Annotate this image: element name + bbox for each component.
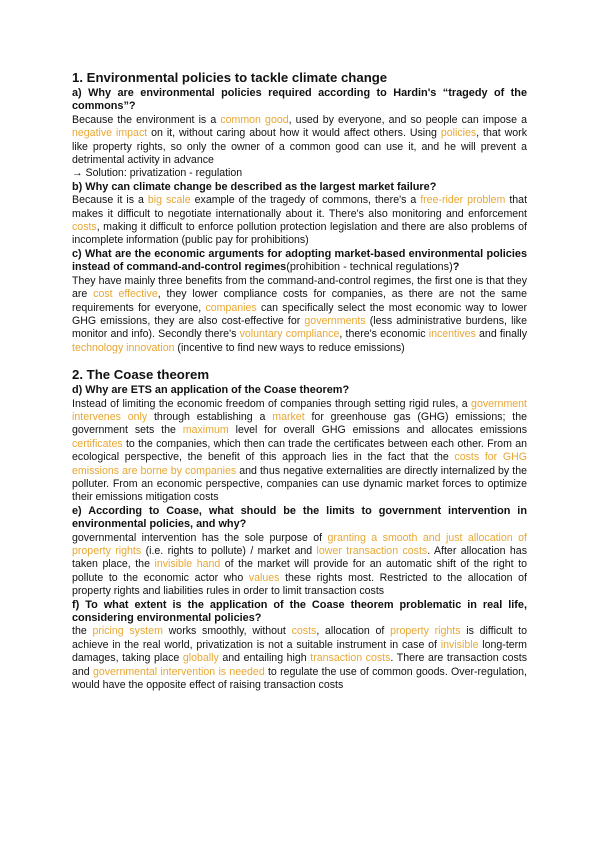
- answer-d: Instead of limiting the economic freedom of companies through setting rigid rules, a government intervenes only through establishing a market for greenhouse gas (GHG) emissions; the government sets the maximum level for overall GHG emissions and allocates emissions certificates to the companies, which then can trade the certificates between each other. From an ecological perspective, the benefit of this approach lies in the fact that the costs for GHG emissions are borne by companies and thus negative externalities are directly internalized by the polluter. From an economic perspective, companies can use dynamic market forces to optimize their emissions mitigation costs: [72, 397, 528, 504]
- highlight: voluntary compliance: [239, 328, 340, 341]
- highlight: market: [272, 410, 305, 423]
- question-b: b) Why can climate change be described as the largest market failure?: [72, 180, 437, 193]
- highlight: invisible hand: [154, 558, 221, 571]
- question-a: a) Why are environmental policies required according to Hardin's “tragedy of the commons”?: [72, 87, 527, 113]
- highlight: governments: [304, 314, 366, 327]
- highlight: companies: [205, 301, 257, 314]
- highlight: globally: [182, 652, 219, 665]
- highlight: costs for GHG emissions are borne by companies: [72, 451, 527, 477]
- highlight: certificates: [72, 437, 123, 450]
- answer-c: They have mainly three benefits from the command-and-control regimes, the first one is that they are cost effective, they lower compliance costs for companies, as there are not the same requirements for everyone, companies can specifically select the most economic way to lower GHG emissions, they are also cost-effective for governments (less administrative burdens, like monitor and info). Secondly there's voluntary compliance, there's economic incentives and finally technology innovation (incentive to find new ways to reduce emissions): [72, 274, 528, 354]
- document-page: [72, 70, 527, 692]
- highlight: pricing system: [92, 625, 163, 638]
- highlight: negative impact: [72, 127, 148, 140]
- question-e: e) According to Coase, what should be the limits to government intervention in environmental policies, and why?: [72, 504, 527, 531]
- highlight: free-rider problem: [420, 194, 506, 207]
- highlight: invisible: [440, 638, 479, 651]
- highlight: values: [248, 571, 280, 584]
- answer-b: Because it is a big scale example of the tragedy of commons, there's a free-rider problem that makes it difficult to negotiate internationally about it. There's also monitoring and enforcement costs, making it difficult to enforce pollution protection legislation and there are also problems of incomplete information (public pay for prohibitions): [72, 194, 528, 247]
- highlight: cost effective: [93, 288, 158, 301]
- question-f: f) To what extent is the application of the Coase theorem problematic in real life, considering environmental policies?: [72, 598, 527, 625]
- highlight: governmental intervention is needed: [92, 665, 265, 678]
- answer-e: governmental intervention has the sole purpose of granting a smooth and just allocation of property rights (i.e. rights to pollute) / market and lower transaction costs. After allocation has taken place, the invisible hand of the market will provide for an automatic shift of the right to pollute to the economic actor who values these rights most. Restricted to the allocation of property rights and liabilities rules in order to limit transaction costs: [72, 531, 527, 598]
- answer-a: Because the environment is a common good, used by everyone, and so people can impose a negative impact on it, without caring about how it would affect others. Using policies, that work like property rights, so only the owner of a common good can use it, and he will prevent a detrimental activity in advance: [72, 113, 527, 167]
- highlight: property rights: [390, 625, 461, 638]
- highlight: maximum: [182, 424, 229, 437]
- highlight: costs: [72, 221, 97, 234]
- section1-heading: 1. Environmental policies to tackle climate change: [72, 70, 388, 85]
- highlight: lower transaction costs: [316, 545, 428, 557]
- highlight: incentives: [428, 328, 476, 341]
- highlight: big scale: [147, 194, 191, 207]
- highlight: granting a smooth and just allocation of property rights: [72, 531, 527, 557]
- highlight: costs: [291, 625, 317, 638]
- solution-line: → Solution: privatization - regulation: [72, 167, 243, 180]
- section2-heading: 2. The Coase theorem: [72, 367, 210, 383]
- question-d: d) Why are ETS an application of the Coase theorem?: [72, 384, 350, 397]
- question-c: c) What are the economic arguments for adopting market-based environmental policies instead of command-and-control regimes(prohibition - technical regulations)?: [72, 247, 527, 274]
- answer-f: the pricing system works smoothly, without costs, allocation of property rights is difficult to achieve in the real world, privatization is not a suitable instrument in case of invisible long-term damages, taking place globally and entailing high transaction costs. There are transaction costs and governmental intervention is needed to regulate the use of common goods. Over-regulation, would have the opposite effect of raising transaction costs: [72, 625, 528, 692]
- highlight: policies: [440, 127, 477, 140]
- highlight: transaction costs: [310, 652, 391, 665]
- highlight: common good: [220, 113, 289, 126]
- highlight: technology innovation: [72, 341, 175, 354]
- highlight: government intervenes only: [72, 397, 527, 423]
